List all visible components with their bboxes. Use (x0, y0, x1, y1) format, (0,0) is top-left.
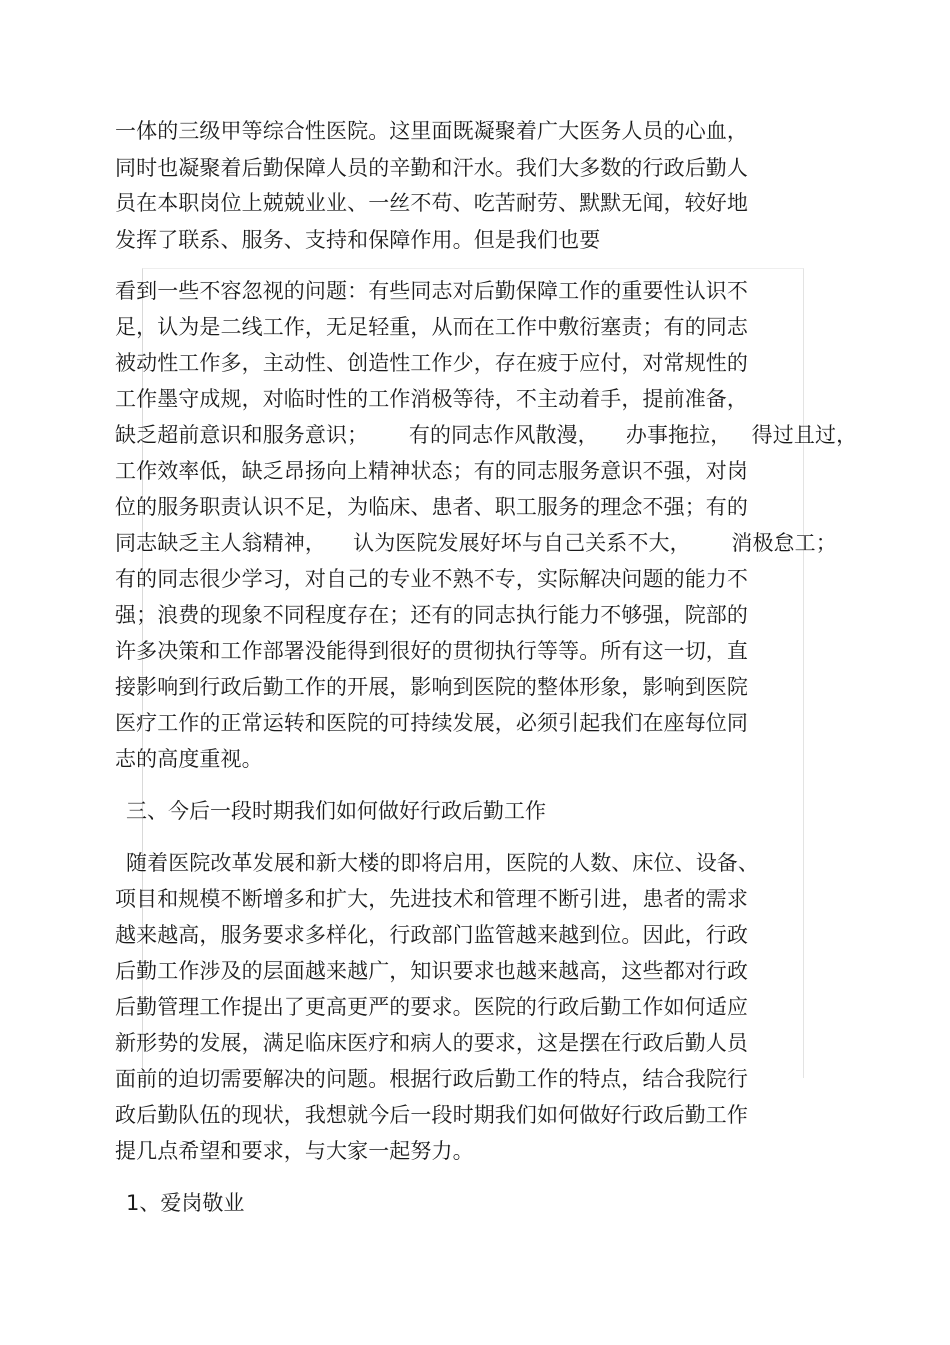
paragraph-1-line: 员在本职岗位上兢兢业业、一丝不苟、吃苦耐劳、默默无闻，较好地 (115, 191, 748, 215)
paragraph-1-line: 一体的三级甲等综合性医院。这里面既凝聚着广大医务人员的心血， (115, 119, 748, 143)
paragraph-2-line: 医疗工作的正常运转和医院的可持续发展，必须引起我们在座每位同 (115, 711, 748, 735)
paragraph-3-line: 后勤管理工作提出了更高更严的要求。医院的行政后勤工作如何适应 (115, 995, 748, 1019)
paragraph-3-line: 随着医院改革发展和新大楼的即将启用，医院的人数、床位、设备、 (126, 851, 759, 875)
paragraph-2-line: 许多决策和工作部署没能得到很好的贯彻执行等等。所有这一切，直 (115, 639, 748, 663)
paragraph-2-line: 看到一些不容忽视的问题：有些同志对后勤保障工作的重要性认识不 (115, 279, 748, 303)
paragraph-3-line: 面前的迫切需要解决的问题。根据行政后勤工作的特点，结合我院行 (115, 1067, 748, 1091)
paragraph-3-line: 提几点希望和要求，与大家一起努力。 (115, 1139, 474, 1163)
subheading: 1、爱岗敬业 (126, 1191, 245, 1215)
paragraph-1-line: 同时也凝聚着后勤保障人员的辛勤和汗水。我们大多数的行政后勤人 (115, 156, 748, 180)
paragraph-2-line: 被动性工作多，主动性、创造性工作少，存在疲于应付，对常规性的 (115, 351, 748, 375)
paragraph-2-line: 接影响到行政后勤工作的开展，影响到医院的整体形象，影响到医院 (115, 675, 748, 699)
paragraph-3-line: 新形势的发展，满足临床医疗和病人的要求，这是摆在行政后勤人员 (115, 1031, 748, 1055)
paragraph-2-line: 志的高度重视。 (115, 747, 263, 771)
paragraph-2-line: 缺乏超前意识和服务意识； 有的同志作风散漫， 办事拖拉， 得过且过， (115, 423, 858, 447)
paragraph-2-line: 足，认为是二线工作，无足轻重，从而在工作中敷衍塞责；有的同志 (115, 315, 748, 339)
paragraph-3-line: 后勤工作涉及的层面越来越广，知识要求也越来越高，这些都对行政 (115, 959, 748, 983)
paragraph-2-line: 位的服务职责认识不足，为临床、患者、职工服务的理念不强；有的 (115, 495, 748, 519)
paragraph-3-line: 越来越高，服务要求多样化，行政部门监管越来越到位。因此，行政 (115, 923, 748, 947)
section-heading: 三、今后一段时期我们如何做好行政后勤工作 (126, 799, 546, 823)
paragraph-1-line: 发挥了联系、服务、支持和保障作用。但是我们也要 (115, 228, 601, 252)
paragraph-2-line: 同志缺乏主人翁精神， 认为医院发展好坏与自己关系不大， 消极怠工； (115, 531, 837, 555)
paragraph-2-line: 有的同志很少学习，对自己的专业不熟不专，实际解决问题的能力不 (115, 567, 748, 591)
paragraph-3-line: 政后勤队伍的现状，我想就今后一段时期我们如何做好行政后勤工作 (115, 1103, 748, 1127)
paragraph-2-line: 工作墨守成规，对临时性的工作消极等待，不主动着手，提前准备， (115, 387, 748, 411)
paragraph-2-line: 工作效率低，缺乏昂扬向上精神状态；有的同志服务意识不强，对岗 (115, 459, 748, 483)
paragraph-3-line: 项目和规模不断增多和扩大，先进技术和管理不断引进，患者的需求 (115, 887, 748, 911)
paragraph-2-line: 强；浪费的现象不同程度存在；还有的同志执行能力不够强，院部的 (115, 603, 748, 627)
